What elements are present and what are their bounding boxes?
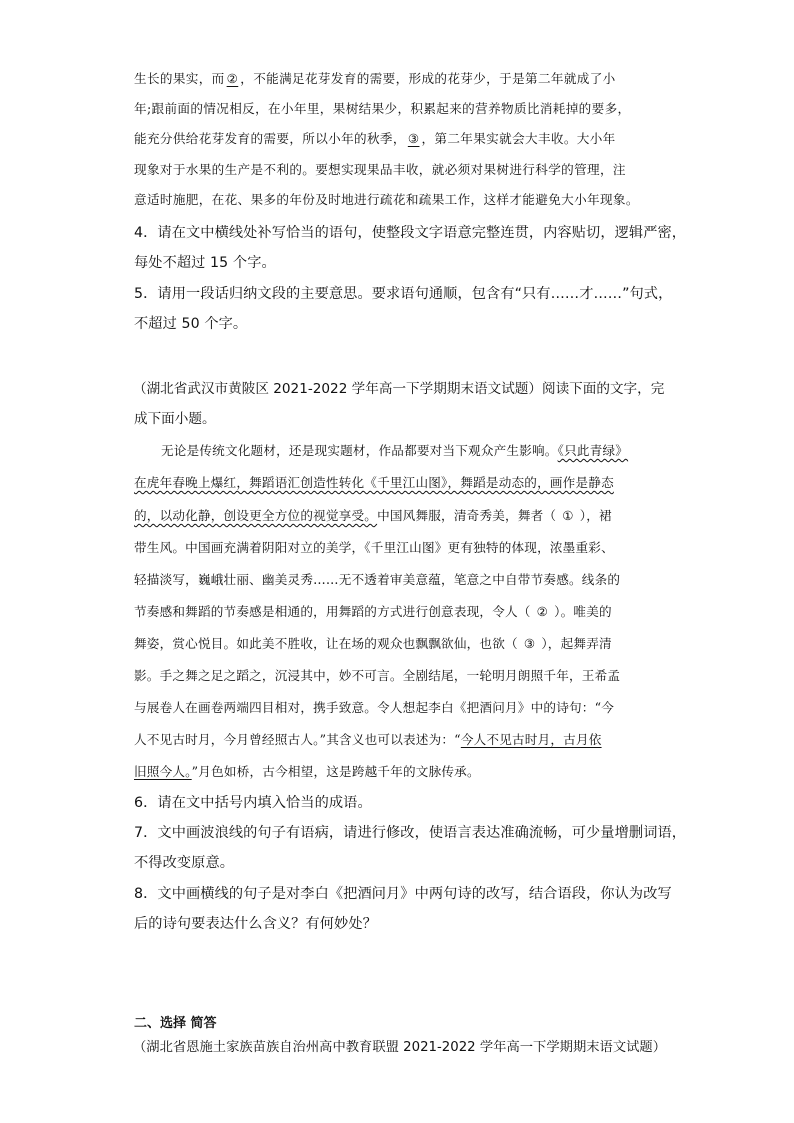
text: 无论是传统文化题材，还是现实题材，作品都要对当下观众产生影响。 — [161, 443, 558, 458]
answer-blank-2: ② — [226, 71, 239, 86]
wavy-sentence: 的，以动化静，创设更全方位的视觉享受。 — [134, 508, 378, 523]
question-5: 5．请用一段话归纳文段的主要意思。要求语句通顺，包含有“只有……才……”句式， — [134, 286, 673, 302]
passage2-line: 轻描淡写，巍峨壮丽、幽美灵秀……无不透着审美意蕴，笔意之中自带节奏感。线条的 — [134, 572, 621, 587]
blank-marker-1: ① — [562, 508, 574, 523]
question-5-cont: 不超过 50 个字。 — [134, 316, 248, 332]
text: 中国风舞服，清奇秀美，舞者（ — [377, 508, 557, 523]
question-7: 7．文中画波浪线的句子有语病，请进行修改，使语言表达准确流畅，可少量增删词语， — [134, 825, 687, 841]
question-4-cont: 每处不超过 15 个字。 — [134, 255, 276, 271]
text: 能充分供给花芽发育的需要，所以小年的秋季， — [134, 131, 406, 146]
question-8-cont: 后的诗句要表达什么含义？有何妙处？ — [134, 916, 377, 932]
question-7-cont: 不得改变原意。 — [134, 855, 235, 871]
passage2-line: 带生风。中国画充满着阴阳对立的美学，《千里江山图》更有独特的体现，浓墨重彩、 — [134, 540, 614, 555]
question-6: 6．请在文中括号内填入恰当的成语。 — [134, 795, 372, 811]
section-source: （湖北省恩施土家族苗族自治州高中教育联盟 2021-2022 学年高一下学期期末语文试题） — [133, 1040, 667, 1055]
question-4: 4．请在文中横线处补写恰当的语句，使整段文字语意完整连贯，内容贴切，逻辑严密， — [134, 225, 687, 241]
source-note: （湖北省武汉市黄陂区 2021-2022 学年高一下学期期末语文试题）阅读下面的文字，完 — [133, 381, 665, 397]
wavy-sentence: 《只此青绿》 — [557, 443, 629, 458]
text: 节奏感和舞蹈的节奏感是相通的，用舞蹈的方式进行创意表现，令人（ — [134, 604, 531, 619]
underlined-sentence: 旧照今人。 — [134, 764, 192, 779]
passage1-line — [134, 68, 674, 87]
source-note-cont: 成下面小题。 — [134, 411, 216, 427]
passage1-line — [134, 128, 674, 147]
blank-marker-3: ③ — [523, 636, 536, 651]
passage1-line: 意适时施肥，在花、果多的年份及时地进行疏花和疏果工作，这样才能避免大小年现象。 — [134, 192, 639, 207]
passage2-line — [134, 505, 674, 524]
blank-marker-2: ② — [536, 604, 549, 619]
passage1-line: 年;跟前面的情况相反，在小年里，果树结果少，积累起来的营养物质比消耗掉的要多， — [134, 101, 631, 116]
passage2-line: 与展卷人在画卷两端四目相对，携手致意。令人想起李白《把酒问月》中的诗句：“今 — [134, 700, 615, 715]
text: 人不见古时月，今月曾经照古人。”其含义也可以表述为：“ — [134, 732, 461, 747]
passage2-line — [134, 601, 674, 620]
passage2-line — [134, 729, 674, 748]
question-8: 8．文中画横线的句子是对李白《把酒问月》中两句诗的改写，结合语段，你认为改写 — [134, 886, 672, 902]
answer-blank-3: ③ — [407, 131, 420, 146]
text: ”月色如桥，古今相望，这是跨越千年的文脉传承。 — [191, 764, 480, 779]
text: ），起舞弄清 — [541, 636, 612, 651]
section-heading: 二、选择 简答 — [134, 1016, 217, 1031]
wavy-sentence: 在虎年春晚上爆红，舞蹈语汇创造性转化《千里江山图》，舞蹈是动态的，画作是静态 — [134, 475, 614, 490]
passage2-line — [134, 472, 674, 491]
text: ），裙 — [579, 508, 612, 523]
text: 舞姿，赏心悦目。如此美不胜收，让在场的观众也飘飘欲仙，也欲（ — [134, 636, 518, 651]
passage2-line — [134, 633, 674, 652]
passage2-line: 影。手之舞之足之蹈之，沉浸其中，妙不可言。全剧结尾，一轮明月朗照千年，王希孟 — [134, 668, 621, 683]
underlined-sentence: 今人不见古时月，古月依 — [460, 732, 602, 747]
text: ）。唯美的 — [554, 604, 612, 619]
text: ，不能满足花芽发育的需要，形成的花芽少，于是第二年就成了小 — [240, 71, 616, 86]
text: 生长的果实，而 — [134, 71, 225, 86]
passage2-line — [134, 761, 674, 780]
passage1-line: 现象对于水果的生产是不利的。要想实现果品丰收，就必须对果树进行科学的管理，注 — [134, 162, 626, 177]
text: ，第二年果实就会大丰收。大小年 — [421, 131, 616, 146]
passage2-line — [161, 440, 701, 459]
